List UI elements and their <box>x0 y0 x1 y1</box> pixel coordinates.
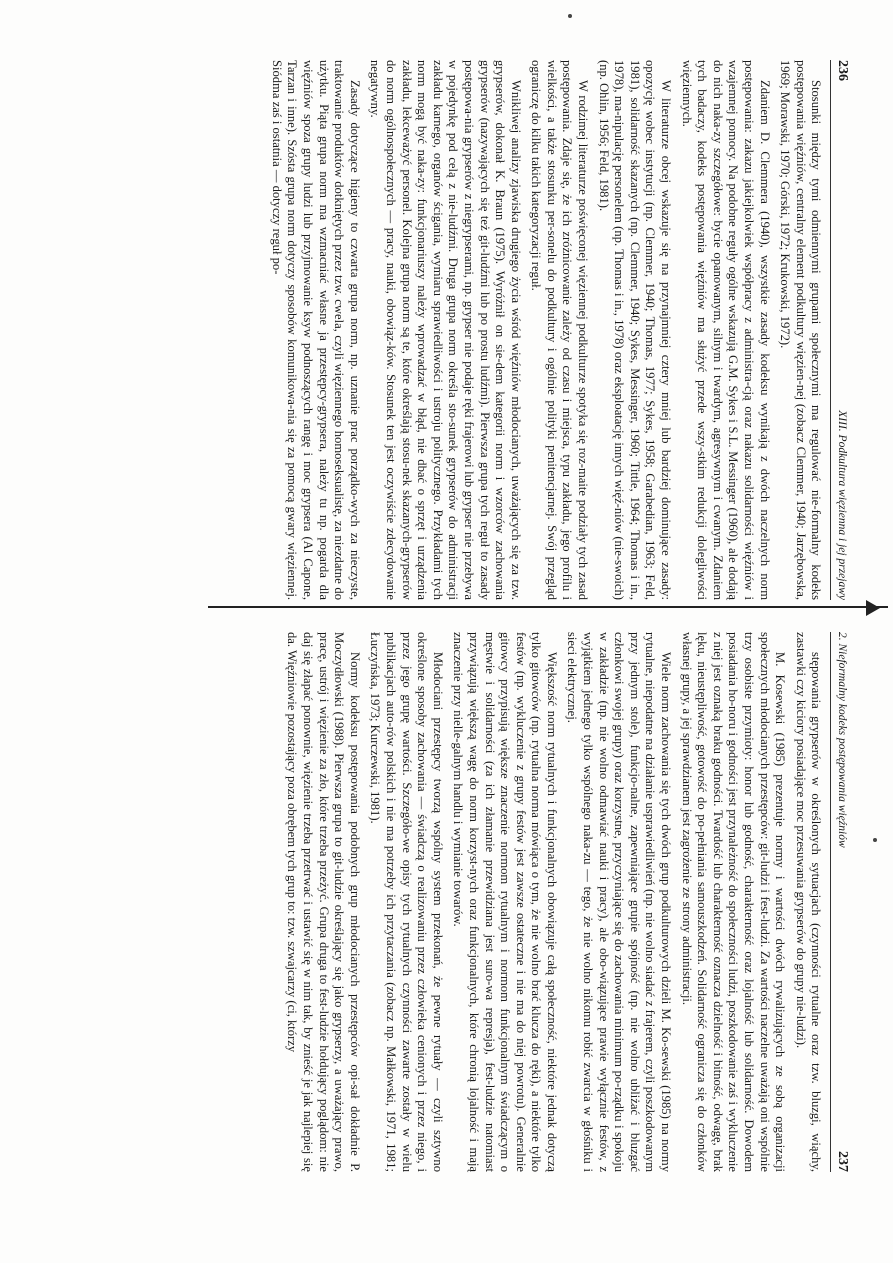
left-paragraph: W rodzimej literaturze poświęconej więziennej podkulturze spotyka się roz-maite podziały tych zasad postępowania. Zdaje się, że ich zróżnicowanie zależy od czasu i miejsca, typu zakładu, jego profilu i wielkości, a także stosunku per-sonelu do podkultury i ogólnie polityki penitencjarnej. Swój przegląd ograniczę do kilku takich kategoryzacji reguł. <box>529 60 591 600</box>
left-paragraph: Zdaniem D. Clemmera (1940), wszystkie zasady kodeksu wynikają z dwóch naczelnych norm postępowania: zakazu jakiejkolwiek współpracy z administra-cją oraz nakazu solidarności więźniów i wzajemnej pomocy. Na podobne reguły ogólne wskazują G.M. Sykes i S.L. Messinger (1960), ale dodają do nich naka-zy szczegółowe: bycie opanowanym, silnym i twardym, agresywnym i cwanym. Zdaniem tych badaczy, kodeks postępowania więźniów ma służyć przede wszy-stkim redukcji dolegliwości więziennych. <box>679 60 772 600</box>
left-page <box>90 60 850 600</box>
scan-speck-icon <box>873 838 877 842</box>
right-running-title: 2. Nieformalny kodeks postępowania więźniów <box>836 632 848 848</box>
right-running-head <box>830 632 850 1172</box>
left-paragraph: W literaturze obcej wskazuje się na przynajmniej cztery mniej lub bardziej dominujące zasady: opozycję wobec instytucji (np. Clemmer, 1940; Thomas, 1977; Sykes, 1958; Garabedian, 1963; Feld, 1981), solidarność skazanych (np. Clemmer, 1940; Sykes, Messinger, 1960; Tittle, 1964; Thomas i in., 1978), ma-nipulację personelem (np. Thomas i in., 1978) oraz eksploatację innych więź-niów (nie-swoich) (np. Ohlin, 1956; Feld, 1981). <box>596 60 674 600</box>
right-paragraph: stępowania grypserów w określonych sytuacjach (czynności rytualne oraz tzw. bluzgi, wiąchy, zastawki czy kiciory posiadające moc przesuwania grypserów do grupy nie-ludzi). <box>793 632 824 1172</box>
right-paragraph: Młodociani przestępcy tworzą wspólny system przekonań, że pewne rytuały — czyli sztywno określone sposoby zachowania — świadczą o realizowaniu przez człowieka cenionych i przez niego, i przez jego grupę wartości. Szczegóło-we opisy tych rytualnych czynności zawarte zostały w wielu publikacjach auto-rów polskich i nie ma potrzeby ich przytaczania (zobacz np. Małkowski, 1971, 1981; Łuczyńska, 1973; Kurczewski, 1981). <box>368 632 445 1172</box>
right-paragraph: M. Kosewski (1985) prezentuje normy i wartości dwóch rywalizujących ze sobą organizacji społecznych młodocianych przestępców: git-ludzi i fest-ludzi. Za wartości naczelne uważają oni wspólnie trzy osobiste przymioty: honor lub godność, charakterność oraz lojalność lub solidarność. Dowodem posiadania ho-noru i godności jest przynależność do społeczności ludzi, poszkodowanie zaś i wykluczenie z niej jest oznaką braku godności. Twardość lub charakterność oznacza dzielność i bitność, odwagę, brak lęku, nieustępliwość, gotowość do po-pełniania samouszkodzeń. Solidarność ogranicza się do członków własnej grupy, a jej sprawdzianem jest zagrożenie ze strony administracji. <box>679 632 788 1172</box>
scan-speck-icon <box>568 14 572 18</box>
left-paragraph: Zasady dotyczące higieny to czwarta grupa norm, np. uznanie prac porządko-wych za nieczyste, traktowanie produktów dotkniętych przez tzw. cwela, czyli więziennego homoseksualistę, za niezdatne do użytku. Piąta grupa norm ma wzmacniać własne ja przestępcy-grypsera, należy tu np. pogarda dla więźniów spoza grupy ludzi lub przyjmowanie ksyw podnoszących rangę i moc grypsera (Al Capone, Tarzan i inne). Szósta grupa norm dotyczy sposobów komunikowa-nia się za pomocą gwary więziennej. Siódma zaś i ostatnia — dotyczy reguł po- <box>269 60 362 600</box>
left-paragraph: Wnikliwej analizy zjawiska drugiego życia wśród więźniów młodocianych, uważających się za tzw. grypserów, dokonał K. Braun (1975). Wyróżnił on sie-dem kategorii norm i wzorców zachowania grypserów (nazywających się też git-ludźmi lub po prostu ludźmi). Pierwsza grupa tych reguł to zasady postępowa-nia grypserów z niegrypserami, np. grypser nie podaje ręki frajerowi lub grypser nie przebywa w pojedynkę pod celą z nie-ludźmi. Druga grupa norm określa sto-sunek grypserów do administracji zakładu karnego, organów ścigania, wymiaru sprawiedliwości i ustroju politycznego. Przykładami tych norm mogą być naka-zy: funkcjonariuszy należy wprowadzać w błąd, nie dbać o sprzęt i urządzenia zakładu, lekceważyć personel. Kolejna grupa norm są te, które określają stosu-nek skazanych-grypserów do norm ogólnospołecznych — pracy, nauki, obowiąz-ków. Stosunek ten jest oczywiście zdecydowanie negatywny. <box>368 60 523 600</box>
right-page-number: 237 <box>835 1151 850 1172</box>
gutter-arrow-icon <box>866 600 880 616</box>
left-page-number: 236 <box>835 60 850 81</box>
right-paragraph: Większość norm rytualnych i funkcjonalnych obowiązuje całą społeczność, niektóre jednak dotyczą tylko gitowców (np. rytualna norma mówiąca o tym, że nie wolno brać klucza do ręki), a niektóre tylko festów (np. wykluczenie z grupy festów jest zawsze ostateczne i nie ma do niej powrotu). Generalnie gitowcy przypisują większe znaczenie normom rytualnym i normom funkcjonalnym świadczącym o męstwie i solidarności (za ich złamanie przewidziana jest suro-wa represja), fest-ludzie natomiast przywiązują większą wagę do norm korzyst-nych oraz funkcjonalnych, które chronią lojalność i mają znaczenie przy nielle-galnym handlu i wymianie towarów. <box>451 632 559 1172</box>
right-page <box>90 632 850 1172</box>
left-running-title: XIII. Podkultura więzienna i jej przejawy <box>836 410 848 600</box>
right-paragraph: Normy kodeksu postępowania podobnych grup młodocianych przestępców opi-sał dokładnie P. Moczydłowski (1988). Pierwsza grupa to git-ludzie określający się jako grypserzy, a uważający prawo, pracę, ustrój i więzienie za zło, które trzeba przeżyć. Grupa druga to fest-ludzie hołdujący poglądom: nie daj się złapać ponownie, więzienie trzeba przetrwać i ustawić się w nim tak, by znieść je jak najlepiej się da. Więźniowie pozostający poza obrębem tych grup to: tzw. szwajcarzy (ci, którzy <box>285 632 362 1172</box>
left-running-head <box>830 60 850 600</box>
right-paragraph: Wiele norm zachowania się tych dwóch grup podkulturowych dzieli M. Ko-sewski (1985) na normy rytualne, niepodatne na działanie usprawiedliwień (np. nie wolno siadać z frajerem, czyli poszkodowanym przy jednym stole), funkcjo-nalne, zapewniające grupie spójność (np. nie wolno ubliżać i bluzgać członkowi swojej grupy) oraz korzystne, przyczyniające się do zachowania minimum po-rządku i spokoju w zakładzie (np. nie wolno odmawiać nauki i pracy), ale obo-wiązujące prawie wyłącznie festów, z wyjątkiem jednego tylko wspólnego naka-zu — tego, że nie wolno nikomu robić zwarcia w głośniku i sieci elektrycznej. <box>565 632 674 1172</box>
left-paragraph: Stosunki między tymi odmiennymi grupami społecznymi ma regulować nie-formalny kodeks postępowania więźniów, centralny element podkultury więzien-nej (zobacz Clemmer, 1940; Jarzębowska, 1969; Morawski, 1970; Górski, 1972; Krukowski, 1972). <box>778 60 824 600</box>
gutter-shadow-line <box>208 606 888 608</box>
